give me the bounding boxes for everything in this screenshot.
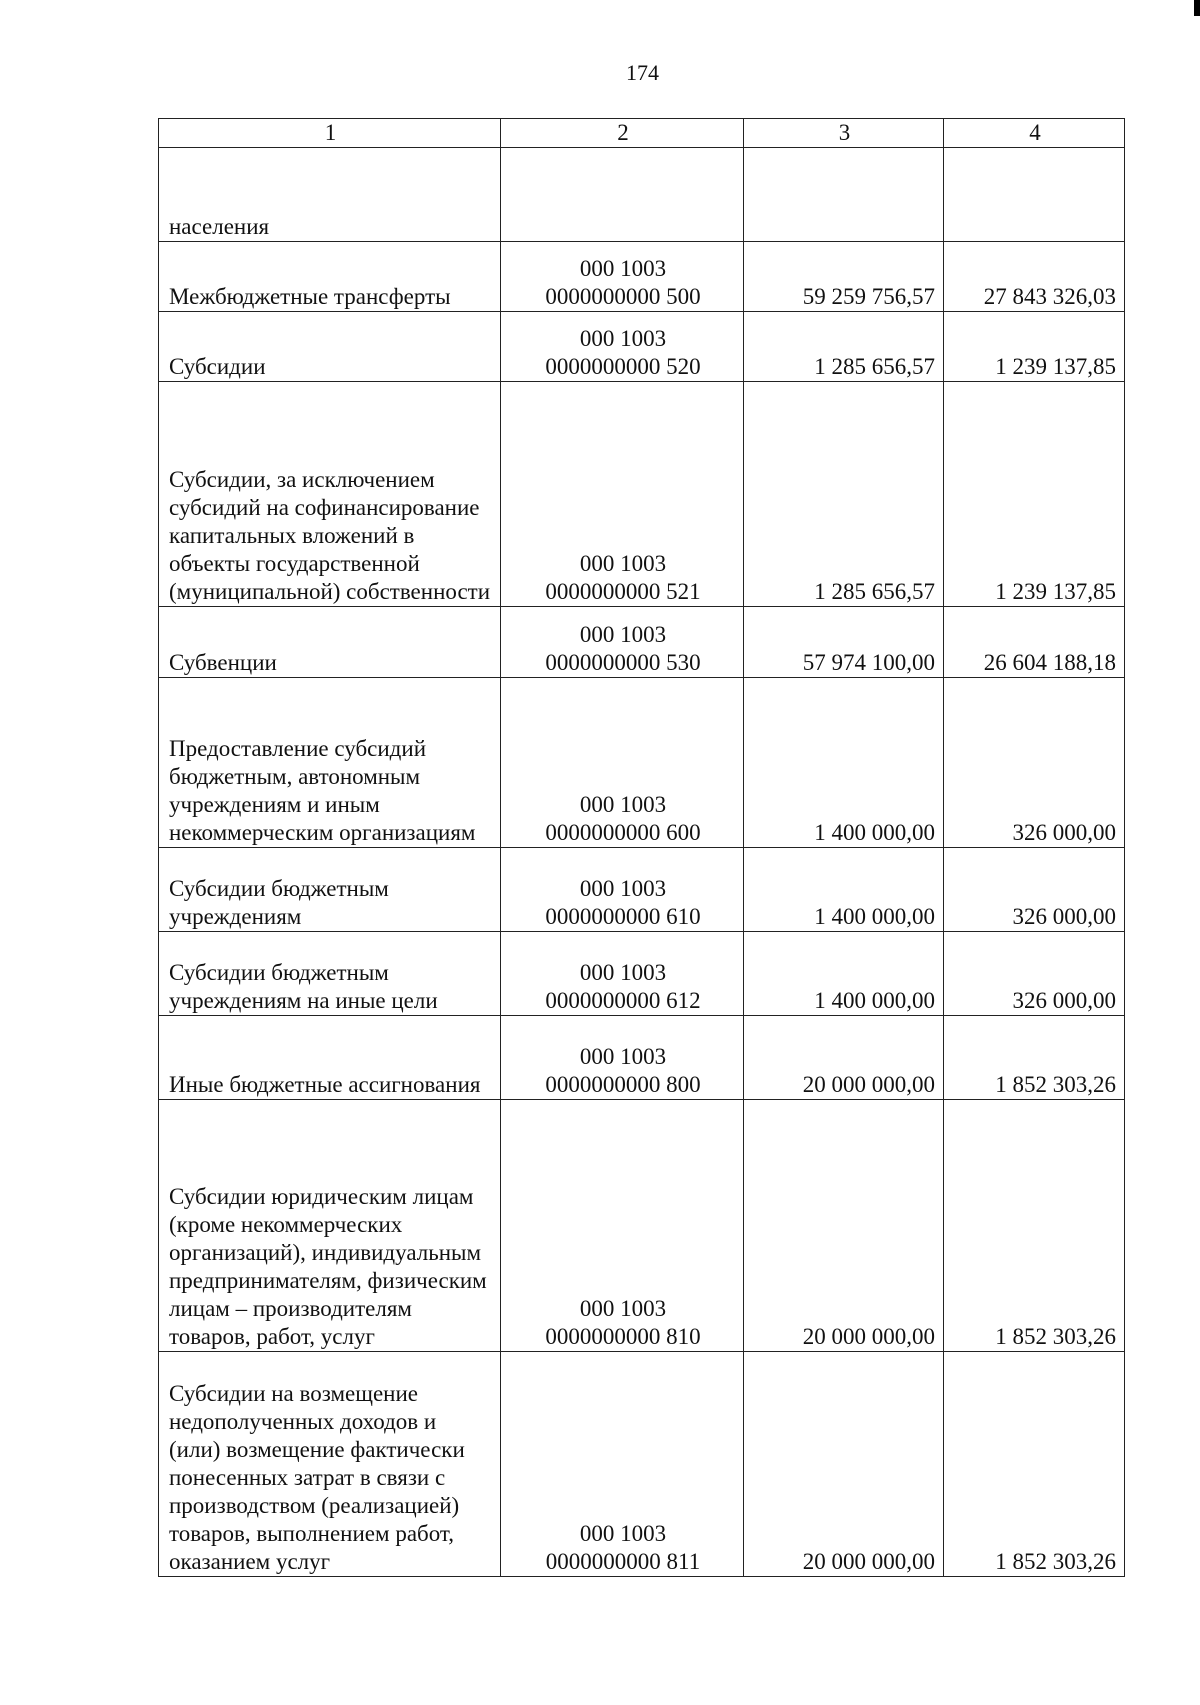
code-line-2: 0000000000 500 (545, 284, 701, 309)
row-col3: 59 259 756,57 (744, 242, 944, 312)
page-number: 174 (626, 60, 659, 85)
row-col4: 26 604 188,18 (944, 607, 1125, 678)
row-name: Субсидии юридическим лицам (кроме некоммерческих организаций), индивидуальным предпринимателям, физическим лицам – производителям товаров, работ, услуг (159, 1100, 501, 1352)
row-col4: 1 852 303,26 (944, 1100, 1125, 1352)
row-name: Субсидии бюджетным учреждениям (159, 848, 501, 932)
row-col3: 20 000 000,00 (744, 1100, 944, 1352)
row-code (501, 1352, 744, 1577)
row-name: Субвенции (159, 607, 501, 678)
row-code (501, 1100, 744, 1352)
row-code (501, 848, 744, 932)
row-name: Межбюджетные трансферты (159, 242, 501, 312)
code-line-2: 0000000000 610 (545, 904, 701, 929)
row-name: Иные бюджетные ассигнования (159, 1016, 501, 1100)
row-col4: 326 000,00 (944, 932, 1125, 1016)
scan-mark (1194, 0, 1200, 16)
row-col3: 1 285 656,57 (744, 312, 944, 382)
row-code (501, 1016, 744, 1100)
row-code (501, 382, 744, 607)
row-code (501, 242, 744, 312)
table-row (159, 312, 1125, 382)
code-line-1: 000 1003 (579, 256, 667, 281)
table-row (159, 932, 1125, 1016)
table-row (159, 242, 1125, 312)
row-name: населения (159, 148, 501, 242)
row-col4: 1 852 303,26 (944, 1352, 1125, 1577)
code-line-1: 000 1003 (579, 551, 667, 576)
table-row (159, 678, 1125, 848)
row-col4: 326 000,00 (944, 848, 1125, 932)
table-row (159, 1016, 1125, 1100)
row-col3: 20 000 000,00 (744, 1352, 944, 1577)
table-row (159, 1352, 1125, 1577)
row-col3: 1 400 000,00 (744, 678, 944, 848)
row-code (501, 312, 744, 382)
code-line-1: 000 1003 (579, 1296, 667, 1321)
row-code (501, 148, 744, 242)
row-col4 (944, 148, 1125, 242)
code-line-1: 000 1003 (579, 1044, 667, 1069)
table-row (159, 148, 1125, 242)
code-line-1: 000 1003 (579, 960, 667, 985)
row-code (501, 678, 744, 848)
row-name: Субсидии на возмещение недополученных доходов и (или) возмещение фактически понесенных затрат в связи с производством (реализацией) товаров, выполнением работ, оказанием услуг (159, 1352, 501, 1577)
row-col4: 1 239 137,85 (944, 312, 1125, 382)
row-col4: 1 239 137,85 (944, 382, 1125, 607)
table-row (159, 1100, 1125, 1352)
code-line-1: 000 1003 (579, 792, 667, 817)
header-cell-1: 1 (159, 119, 501, 148)
row-col3: 1 285 656,57 (744, 382, 944, 607)
row-col3: 57 974 100,00 (744, 607, 944, 678)
row-col3: 20 000 000,00 (744, 1016, 944, 1100)
row-col3: 1 400 000,00 (744, 932, 944, 1016)
row-code (501, 607, 744, 678)
table-row (159, 382, 1125, 607)
row-name: Субсидии, за исключением субсидий на софинансирование капитальных вложений в объекты государственной (муниципальной) собственности (159, 382, 501, 607)
row-col4: 326 000,00 (944, 678, 1125, 848)
code-line-2: 0000000000 811 (545, 1549, 701, 1574)
header-cell-2: 2 (501, 119, 744, 148)
row-name: Субсидии бюджетным учреждениям на иные цели (159, 932, 501, 1016)
code-line-2: 0000000000 530 (545, 650, 701, 675)
row-name: Субсидии (159, 312, 501, 382)
row-name: Предоставление субсидий бюджетным, автономным учреждениям и иным некоммерческим организациям (159, 678, 501, 848)
code-line-1: 000 1003 (579, 622, 667, 647)
table-row (159, 848, 1125, 932)
row-col3 (744, 148, 944, 242)
code-line-1: 000 1003 (579, 1521, 667, 1546)
row-col3: 1 400 000,00 (744, 848, 944, 932)
code-line-2: 0000000000 612 (545, 988, 701, 1013)
code-line-1: 000 1003 (579, 326, 667, 351)
row-code (501, 932, 744, 1016)
table-header-row (159, 119, 1125, 148)
header-cell-4: 4 (944, 119, 1125, 148)
code-line-2: 0000000000 800 (545, 1072, 701, 1097)
code-line-2: 0000000000 810 (545, 1324, 701, 1349)
row-col4: 1 852 303,26 (944, 1016, 1125, 1100)
header-cell-3: 3 (744, 119, 944, 148)
row-col4: 27 843 326,03 (944, 242, 1125, 312)
code-line-2: 0000000000 521 (545, 579, 701, 604)
code-line-2: 0000000000 600 (545, 820, 701, 845)
budget-table (158, 118, 1125, 1577)
code-line-1: 000 1003 (579, 876, 667, 901)
table-row (159, 607, 1125, 678)
code-line-2: 0000000000 520 (545, 354, 701, 379)
